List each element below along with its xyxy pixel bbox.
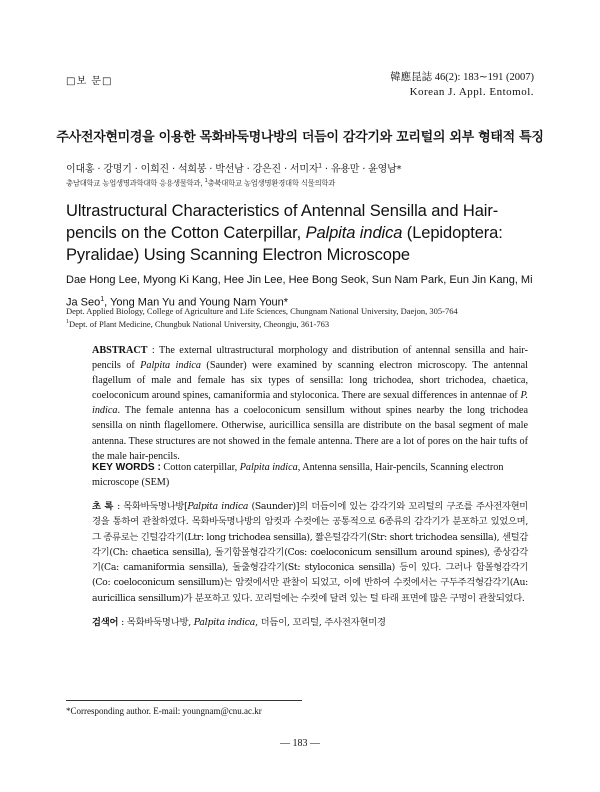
korean-keywords-part-1: : 목화바둑명나방, xyxy=(118,617,194,628)
korean-affil-1: 충남대학교 농업생명과학대학 응용생물학과, xyxy=(66,178,203,188)
keywords xyxy=(92,460,528,490)
footnote-divider xyxy=(66,700,302,701)
korean-affil-sup: 1 xyxy=(204,178,208,184)
korean-abstract-label: 초 록 xyxy=(92,501,114,512)
abstract-species-1: Palpita indica xyxy=(140,360,202,372)
korean-keywords-label: 검색어 xyxy=(92,617,119,628)
english-title-species: Palpita indica xyxy=(305,224,403,242)
keywords-label: KEY WORDS : xyxy=(92,462,161,473)
korean-keywords-species: Palpita indica xyxy=(193,617,256,628)
page-number: — 183 — xyxy=(280,738,320,749)
english-affil-2: Dept. of Plant Medicine, Chungbuk National University, Cheongju, 361-763 xyxy=(69,318,330,329)
english-affil-2-sup: 1 xyxy=(66,319,69,325)
journal-issue: 韓應昆誌 46(2): 183∼191 (2007) xyxy=(390,72,534,83)
abstract-part-1: : The external ultrastructural morphology and distribution of antennal sensilla and hair-pencils of xyxy=(92,345,528,372)
english-authors-sup: 1 xyxy=(100,296,105,303)
korean-abstract-part-1: : 목화바둑명나방[ xyxy=(117,501,188,512)
korean-authors-sup: 1 xyxy=(318,162,322,170)
english-affil-1: Dept. Applied Biology, College of Agriculture and Life Sciences, Chungnam National University, Daejon, 305-764 xyxy=(66,306,458,316)
abstract-part-2: (Saunder) were examined by scanning electron microscopy. The antennal flagellum of male and female has six types of sensilla: long trichodea, short trichodea, chaetica, coeloconicum around spines, camaniformia and styloconica. There are sexual differences in antennae of xyxy=(92,360,528,402)
abstract xyxy=(92,343,528,464)
abstract-species-2: P. indica xyxy=(92,390,528,417)
korean-affiliation xyxy=(66,178,335,188)
english-authors-b: , Yong Man Yu and Young Nam Youn* xyxy=(104,296,289,309)
abstract-part-3: . The female antenna has a coeloconicum sensillum without spines nearby the long trichodea sensilla on ninth flagellomere. Otherwise, auricillica sensilla are distribute on the basal segment of male antenna. These structures are not showed in the female antenna. There are a lot of pores on the hair tufts of the male hair-pencils. xyxy=(92,405,528,462)
abstract-label: ABSTRACT xyxy=(92,345,148,356)
keywords-part-2: , Antenna sensilla, Hair-pencils, Scanning electron microscope (SEM) xyxy=(92,462,504,488)
korean-keywords-part-2: , 더듬이, 꼬리털, 주사전자현미경 xyxy=(255,617,386,628)
keywords-species: Palpita indica xyxy=(239,462,298,473)
korean-keywords xyxy=(92,614,528,628)
section-label: □보 문□ xyxy=(66,76,113,87)
english-title-a: Ultrastructural Characteristics of Antennal Sensilla and Hair-pencils on the Cotton Caterpillar, xyxy=(66,202,499,242)
korean-abstract-part-2: (Saunder)]의 더듬이에 있는 감각기와 꼬리털의 구조를 주사전자현미경을 통하여 관찰하였다. 목화바둑명나방의 암컷과 수컷에는 공통적으로 6종류의 감각기가 분포하고 있었으며, 그 종류로는 긴털감각기(Ltr: long trichodea sensilla), 짧은털감각기(Str: short trichodea sensilla), 센털감각기(Ch: chaetica sensilla), 돌기함몰형감각기(Cos: coeloconicum sensillum around spines), 종상감각기(Ca: camaniformia sensilla), 돌출형감각기(St: styloconica sensilla) 등이 있다. 그러나 함몰형감각기(Co: coeloconicum sensillum)는 암컷에서만 관찰이 되었고, 이에 반하여 수컷에서는 구두주걱형감각기(Au: auricillica sensillum)가 분포하고 있다. 꼬리털에는 수컷에 달려 있는 털 타래 표면에 많은 구멍이 관찰되었다. xyxy=(92,501,528,604)
english-title xyxy=(66,200,544,266)
keywords-part-1: Cotton caterpillar, xyxy=(160,462,240,473)
korean-authors-main: 이대홍 · 강명기 · 이희진 · 석희봉 · 박선남 · 강은진 · 서미자 xyxy=(66,164,319,175)
english-affil-2-line xyxy=(66,317,458,330)
journal-name-en: Korean J. Appl. Entomol. xyxy=(409,86,534,98)
korean-abstract-species: Palpita indica xyxy=(187,501,249,512)
korean-affil-2: 충북대학교 농업생명환경대학 식물의학과 xyxy=(207,178,336,188)
english-affiliations xyxy=(66,306,458,330)
corresponding-author-footnote: *Corresponding author. E-mail: youngnam@cnu.ac.kr xyxy=(66,706,262,716)
korean-authors xyxy=(66,160,401,175)
korean-authors-tail: · 유용만 · 윤영남* xyxy=(321,164,402,175)
korean-title: 주사전자현미경을 이용한 목화바둑명나방의 더듬이 감각기와 꼬리털의 외부 형태적 특징 xyxy=(56,130,544,145)
journal-citation xyxy=(390,70,534,100)
english-authors-a: Dae Hong Lee, Myong Ki Kang, Hee Jin Lee, Hee Bong Seok, Sun Nam Park, Eun Jin Kang, Mi Ja Seo xyxy=(66,274,533,309)
korean-abstract xyxy=(92,499,528,606)
english-title-b: (Lepidoptera: Pyralidae) Using Scanning Electron Microscope xyxy=(66,224,503,264)
